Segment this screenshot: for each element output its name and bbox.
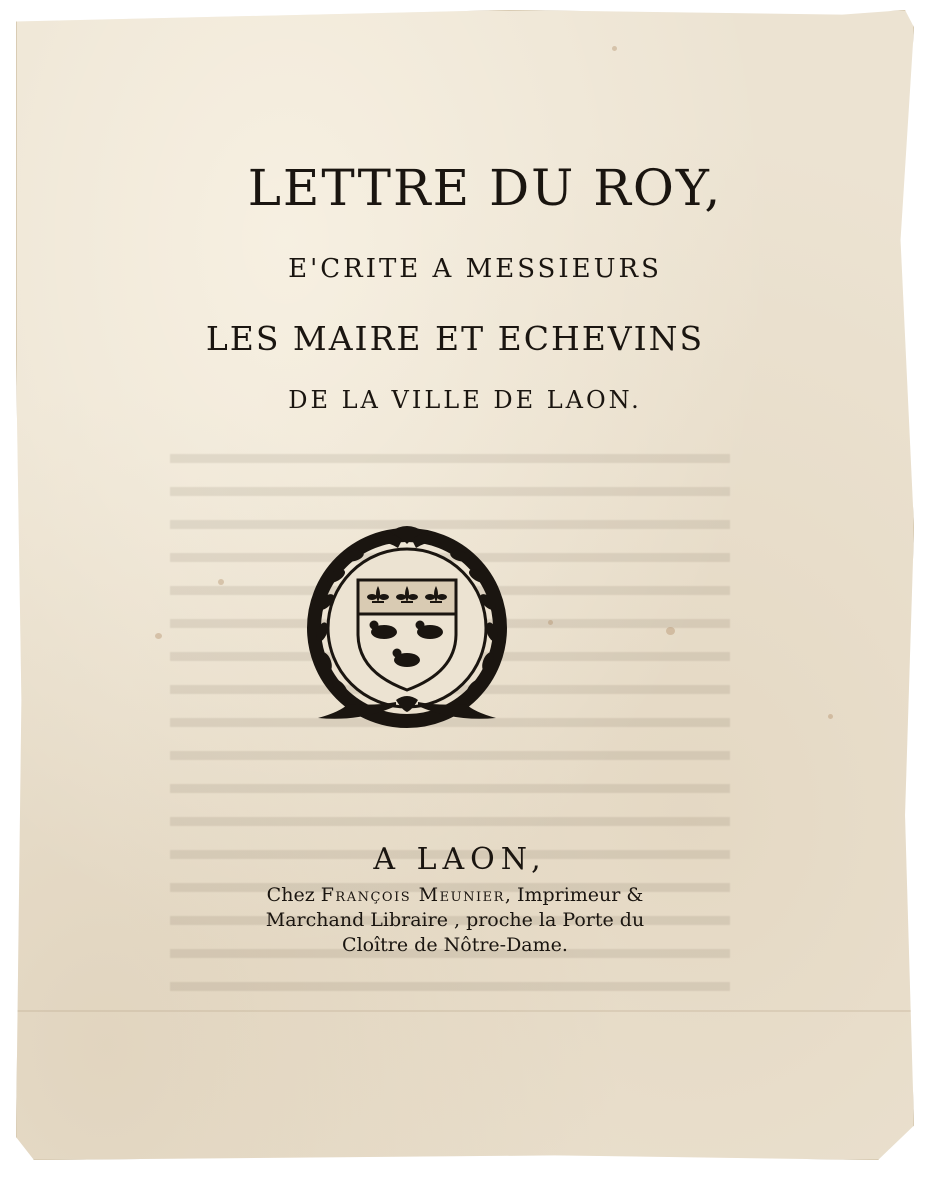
coat-of-arms-wreath-icon bbox=[300, 522, 514, 734]
imprint-line-2: Marchand Libraire , proche la Porte du bbox=[265, 909, 645, 931]
imprint-prefix: Chez bbox=[266, 884, 315, 906]
imprint-text bbox=[0, 883, 940, 958]
foxing-spot bbox=[548, 620, 553, 625]
title-line-2: E'CRITE A MESSIEURS bbox=[288, 254, 662, 284]
foxing-spot bbox=[612, 46, 617, 51]
title-line-4: DE LA VILLE DE LAON. bbox=[288, 386, 642, 414]
imprint-line-1 bbox=[0, 883, 910, 908]
imprint-line-3: Cloître de Nôtre-Dame. bbox=[342, 934, 568, 956]
foxing-spot bbox=[666, 627, 675, 635]
title-line-3: LES MAIRE ET ECHEVINS bbox=[205, 319, 705, 358]
imprint-place: A LAON, bbox=[373, 842, 547, 877]
paper-fold-line bbox=[16, 1010, 914, 1012]
foxing-spot bbox=[155, 633, 162, 639]
foxing-spot bbox=[828, 714, 833, 719]
foxing-spot bbox=[218, 579, 224, 585]
printer-name: François Meunier bbox=[320, 884, 505, 906]
title-line-1: LETTRE DU ROY, bbox=[247, 159, 723, 217]
imprint-suffix: , Imprimeur & bbox=[504, 884, 644, 906]
